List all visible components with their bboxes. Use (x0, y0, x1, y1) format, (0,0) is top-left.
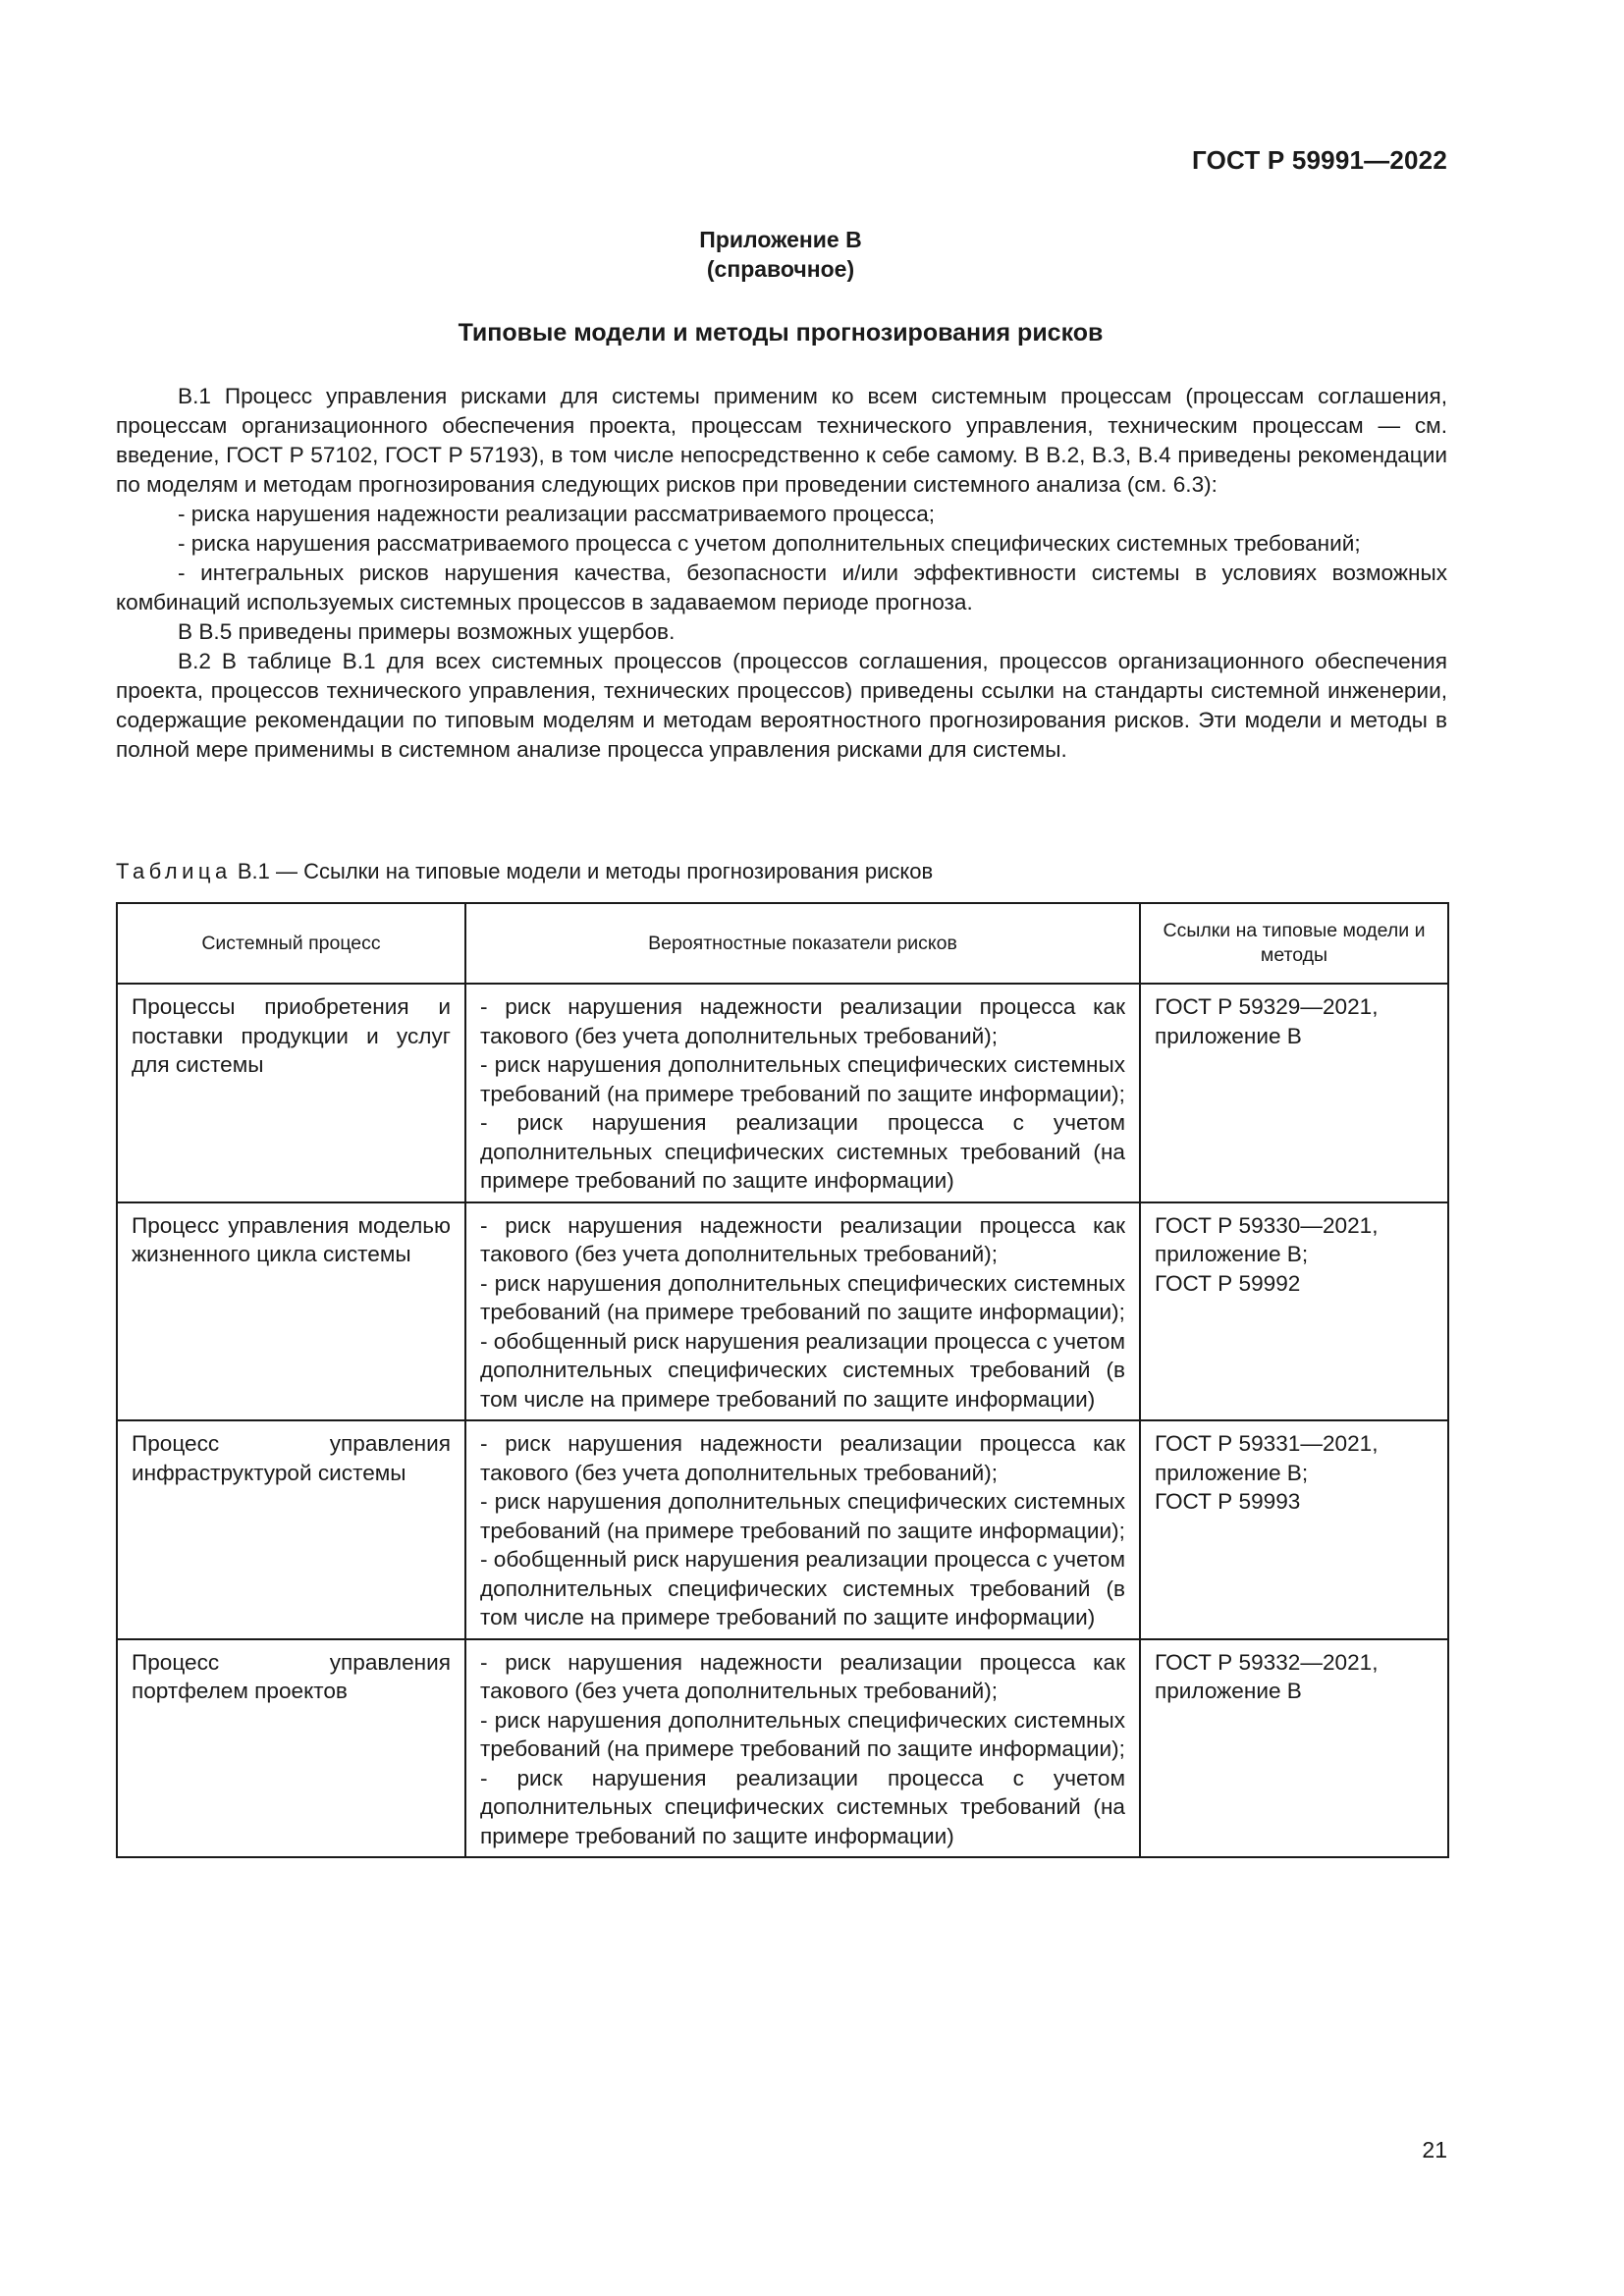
table-row (117, 984, 1448, 1202)
indicators-cell (465, 1639, 1140, 1858)
process-cell: Процесс управления моделью жизненного цикла системы (117, 1202, 465, 1421)
table-row (117, 1420, 1448, 1639)
paragraph: В В.5 приведены примеры возможных ущербов. (178, 619, 676, 644)
table-row (117, 1202, 1448, 1421)
indicator-item: - риск нарушения дополнительных специфических системных требований (на примере требований по защите информации); (480, 1707, 1125, 1761)
paragraph: В.2 В таблице В.1 для всех системных процессов (процессов соглашения, процессов организационного обеспечения проекта, процессов технического управления, технических процессов) приведены ссылки на стандарты системной инженерии, содержащие рекомендации по типовым моделям и методам вероятностного прогнозирования рисков. Эти модели и методы в полной мере применимы в системном анализе процесса управления рисками для системы. (116, 649, 1447, 762)
references-table (116, 902, 1449, 1858)
section-title: Типовые модели и методы прогнозирования рисков (458, 319, 1104, 347)
document-id: ГОСТ Р 59991—2022 (1192, 145, 1447, 175)
references-cell (1140, 1639, 1448, 1858)
reference-item: ГОСТ Р 59331—2021, приложение В; (1155, 1431, 1379, 1485)
indicator-item: - риск нарушения дополнительных специфических системных требований (на примере требований по защите информации); (480, 1052, 1125, 1106)
indicators-cell (465, 984, 1140, 1202)
indicator-item: - риск нарушения реализации процесса с учетом дополнительных специфических системных требований (на примере требований по защите информации) (480, 1765, 1125, 1848)
list-item: - риска нарушения рассматриваемого процесса с учетом дополнительных специфических системных требований; (178, 531, 1361, 556)
table-header-row (117, 903, 1448, 984)
table-caption-label: Таблица (116, 859, 232, 883)
table-row (117, 1639, 1448, 1858)
indicators-cell (465, 1202, 1140, 1421)
table-caption-text: В.1 — Ссылки на типовые модели и методы прогнозирования рисков (231, 859, 934, 883)
reference-item: ГОСТ Р 59992 (1155, 1270, 1301, 1296)
indicator-item: - обобщенный риск нарушения реализации процесса с учетом дополнительных специфических системных требований (в том числе на примере требований по защите информации) (480, 1547, 1125, 1629)
references-cell (1140, 1420, 1448, 1639)
reference-item: ГОСТ Р 59332—2021, приложение В (1155, 1649, 1379, 1703)
column-header: Системный процесс (117, 903, 465, 984)
page-number: 21 (1422, 2137, 1447, 2163)
indicator-item: - риск нарушения дополнительных специфических системных требований (на примере требований по защите информации); (480, 1270, 1125, 1324)
indicator-item: - обобщенный риск нарушения реализации процесса с учетом дополнительных специфических системных требований (в том числе на примере требований по защите информации) (480, 1328, 1125, 1412)
indicators-cell (465, 1420, 1140, 1639)
references-cell (1140, 1202, 1448, 1421)
indicator-item: - риск нарушения надежности реализации процесса как такового (без учета дополнительных требований); (480, 1431, 1125, 1485)
annex-heading (0, 225, 1561, 284)
body-text (116, 382, 1447, 765)
table-caption (116, 859, 933, 884)
column-header: Ссылки на типовые модели и методы (1140, 903, 1448, 984)
annex-title: Приложение В (699, 227, 862, 252)
process-cell: Процесс управления портфелем проектов (117, 1639, 465, 1858)
process-cell: Процесс управления инфраструктурой системы (117, 1420, 465, 1639)
list-item: - риска нарушения надежности реализации рассматриваемого процесса; (178, 502, 936, 526)
column-header: Вероятностные показатели рисков (465, 903, 1140, 984)
annex-subtitle: (справочное) (706, 256, 855, 282)
reference-item: ГОСТ Р 59330—2021, приложение В; (1155, 1212, 1379, 1266)
indicator-item: - риск нарушения надежности реализации процесса как такового (без учета дополнительных требований); (480, 994, 1125, 1048)
paragraph: В.1 Процесс управления рисками для системы применим ко всем системным процессам (процессам соглашения, процессам организационного обеспечения проекта, процессам технического управления, техническим процессам — см. введение, ГОСТ Р 57102, ГОСТ Р 57193), в том числе непосредственно к себе самому. В В.2, В.3, В.4 приведены рекомендации по моделям и методам прогнозирования следующих рисков при проведении системного анализа (см. 6.3): (116, 384, 1447, 497)
process-cell: Процессы приобретения и поставки продукции и услуг для системы (117, 984, 465, 1202)
reference-item: ГОСТ Р 59993 (1155, 1489, 1301, 1514)
indicator-item: - риск нарушения надежности реализации процесса как такового (без учета дополнительных требований); (480, 1212, 1125, 1266)
reference-item: ГОСТ Р 59329—2021, приложение В (1155, 994, 1379, 1048)
indicator-item: - риск нарушения дополнительных специфических системных требований (на примере требований по защите информации); (480, 1489, 1125, 1543)
references-cell (1140, 984, 1448, 1202)
indicator-item: - риск нарушения реализации процесса с учетом дополнительных специфических системных требований (на примере требований по защите информации) (480, 1110, 1125, 1193)
indicator-item: - риск нарушения надежности реализации процесса как такового (без учета дополнительных требований); (480, 1649, 1125, 1703)
list-item: - интегральных рисков нарушения качества, безопасности и/или эффективности системы в условиях возможных комбинаций используемых системных процессов в задаваемом периоде прогноза. (116, 561, 1447, 614)
